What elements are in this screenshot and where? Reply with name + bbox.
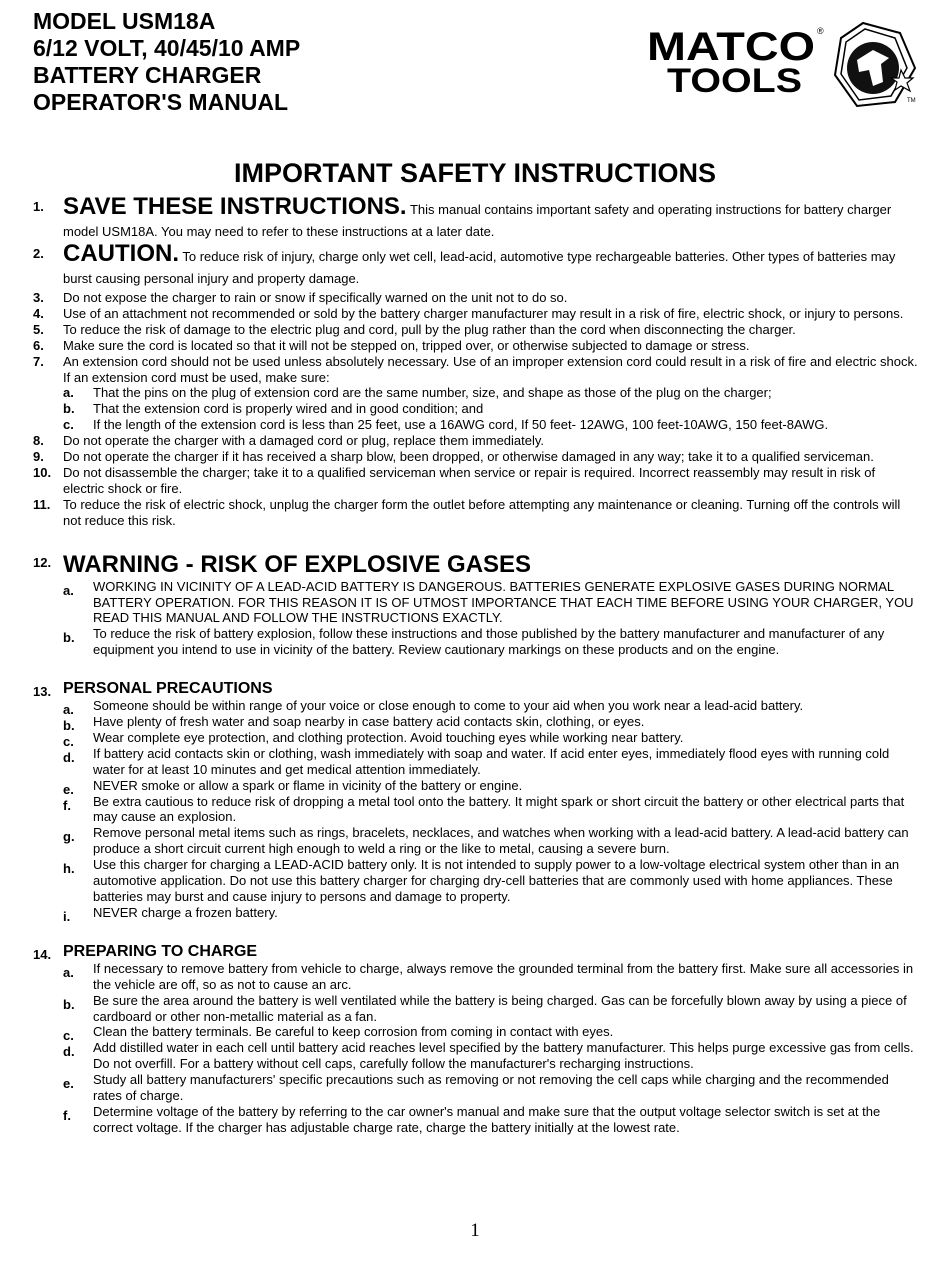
sub-item xyxy=(63,1104,918,1136)
section-number: 14. xyxy=(33,946,52,962)
sub-item-text: That the extension cord is properly wired and in good condition; and xyxy=(93,401,484,417)
item-text: To reduce the risk of damage to the electric plug and cord, pull by the plug rather than the cord when disconnecting the charger. xyxy=(63,321,796,337)
sub-item xyxy=(63,1040,918,1072)
section-heading: PERSONAL PRECAUTIONS xyxy=(63,680,273,698)
sub-item xyxy=(63,1024,918,1044)
item-heading: SAVE THESE INSTRUCTIONS. xyxy=(63,193,407,220)
item-text: Do not expose the charger to rain or snow if specifically warned on the unit not to do so. xyxy=(63,290,568,305)
item-number: 10. xyxy=(33,464,52,480)
item-number: 3. xyxy=(33,290,44,305)
sub-item-letter: d. xyxy=(63,749,75,765)
sub-item-text: If the length of the extension cord is less than 25 feet, use a 16AWG cord, If 50 feet- 12AWG, 100 feet-10AWG, 150 feet-8AWG. xyxy=(93,417,829,433)
sub-item xyxy=(63,698,918,718)
page-title: IMPORTANT SAFETY INSTRUCTIONS xyxy=(233,158,716,188)
item-text: Do not operate the charger if it has received a sharp blow, been dropped, or otherwise damaged in any way; take it to a qualified serviceman. xyxy=(63,449,874,465)
sub-item-text: That the pins on the plug of extension cord are the same number, size, and shape as those of the plug on the charger; xyxy=(93,385,772,401)
sub-item xyxy=(63,993,918,1025)
item-content xyxy=(63,306,918,322)
item-text: To reduce the risk of electric shock, unplug the charger form the outlet before attempting any maintenance or cleaning. Turning off the controls will not reduce this risk. xyxy=(63,496,901,528)
sub-item xyxy=(63,746,918,778)
sub-item-letter: b. xyxy=(63,718,75,734)
sub-item xyxy=(63,385,918,401)
sub-item-letter: g. xyxy=(63,829,75,845)
product-line: BATTERY CHARGER xyxy=(33,62,262,88)
section xyxy=(33,943,918,1136)
instruction-item xyxy=(33,193,918,243)
matco-tools-logo xyxy=(645,20,920,110)
sub-item-letter: a. xyxy=(63,964,74,980)
section-number: 13. xyxy=(33,684,52,700)
sub-item-text: If battery acid contacts skin or clothing, wash immediately with soap and water. If acid enter eyes, immediately flood eyes with running cold water for at least 10 minutes and get medical attention immediately. xyxy=(93,745,890,777)
item-number: 4. xyxy=(33,305,44,321)
rating-line: 6/12 VOLT, 40/45/10 AMP xyxy=(33,35,301,61)
sub-item-text: Someone should be within range of your voice or close enough to come to your aid when you work near a lead-acid battery. xyxy=(93,698,804,714)
item-heading: CAUTION. xyxy=(63,240,179,267)
sub-item-text: Determine voltage of the battery by referring to the car owner's manual and make sure that the output voltage selector switch is set at the correct voltage. If the charger has adjustable charge rate, charge the battery initially at the lowest rate. xyxy=(93,1103,881,1135)
sub-item xyxy=(63,579,918,627)
item-content xyxy=(63,449,918,465)
sub-item-text: Be extra cautious to reduce risk of dropping a metal tool onto the battery. It might spark or short circuit the battery or other electrical parts that may cause an explosion. xyxy=(93,793,905,825)
sub-item-letter: b. xyxy=(63,630,75,646)
sub-item-text: WORKING IN VICINITY OF A LEAD-ACID BATTERY IS DANGEROUS. BATTERIES GENERATE EXPLOSIVE GASES DURING NORMAL BATTERY OPERATION. FOR THIS REASON IT IS OF UTMOST IMPORTANCE THAT EACH TIME BEFORE USING YOUR CHARGER, YOU READ THIS MANUAL AND FOLLOW THE INSTRUCTIONS EXACTLY. xyxy=(93,578,914,626)
logo-tools: TOOLS xyxy=(667,62,802,100)
sub-item-letter: a. xyxy=(63,702,74,718)
item-text: Do not operate the charger with a damaged cord or plug, replace them immediately. xyxy=(63,433,545,449)
sub-item-text: Add distilled water in each cell until battery acid reaches level specified by the battery manufacturer. This helps purge excessive gas from cells. Do not overfill. For a battery without cell caps, carefully follow the manufacturer's recharging instructions. xyxy=(93,1040,914,1072)
sub-item-letter: a. xyxy=(63,385,74,401)
item-content xyxy=(63,290,918,306)
sub-item-text: Have plenty of fresh water and soap nearby in case battery acid contacts skin, clothing, or eyes. xyxy=(93,714,645,730)
item-content xyxy=(63,338,918,354)
instruction-item xyxy=(33,306,918,322)
item-number: 11. xyxy=(33,496,51,512)
item-content xyxy=(63,497,918,529)
sub-item-text: Be sure the area around the battery is well ventilated while the battery is being charged. Gas can be forcefully blown away by using a piece of cardboard or other non-metallic material as a fan. xyxy=(93,992,907,1024)
item-number: 2. xyxy=(33,246,44,261)
manual-line: OPERATOR'S MANUAL xyxy=(33,89,289,115)
item-text: Do not disassemble the charger; take it to a qualified serviceman when service or repair is required. Incorrect reassembly may result in risk of electric shock or fire. xyxy=(63,464,876,496)
sub-item-text: NEVER charge a frozen battery. xyxy=(93,904,278,920)
sub-item xyxy=(63,794,918,826)
sub-item xyxy=(63,825,918,857)
sub-item xyxy=(63,904,918,924)
section xyxy=(33,680,918,924)
instruction-item xyxy=(33,433,918,449)
item-text: To reduce risk of injury, charge only wet cell, lead-acid, automotive type rechargeable batteries. Other types of batteries may burst causing personal injury and property damage. xyxy=(63,249,896,286)
instruction-item xyxy=(33,465,918,497)
instruction-item xyxy=(33,449,918,465)
sub-item xyxy=(63,729,918,749)
instruction-item xyxy=(33,290,918,306)
sub-item xyxy=(63,857,918,905)
item-text: This manual contains important safety and operating instructions for battery charger model USM18A. You may need to refer to these instructions at a later date. xyxy=(63,202,892,239)
instruction-item xyxy=(33,322,918,338)
item-text: Make sure the cord is located so that it will not be stepped on, tripped over, or otherwise subjected to damage or stress. xyxy=(63,337,750,353)
item-content xyxy=(63,354,918,386)
sub-item-letter: i. xyxy=(63,908,71,924)
instruction-item xyxy=(33,338,918,354)
sub-item xyxy=(63,417,918,433)
sub-item-letter: c. xyxy=(63,733,74,749)
sub-item xyxy=(63,1072,918,1104)
sub-item-letter: a. xyxy=(63,582,74,598)
sub-item-text: Clean the battery terminals. Be careful to keep corrosion from coming in contact with eyes. xyxy=(93,1024,614,1040)
section-heading: PREPARING TO CHARGE xyxy=(63,942,258,960)
item-number: 9. xyxy=(33,449,44,465)
sub-item-letter: f. xyxy=(63,1107,71,1123)
hexagon-emblem-icon xyxy=(835,23,915,106)
sub-item xyxy=(63,777,918,797)
sub-item-letter: e. xyxy=(63,781,74,797)
sub-item-letter: h. xyxy=(63,861,75,877)
sub-item-text: Remove personal metal items such as rings, bracelets, necklaces, and watches when working with a lead-acid battery. A lead-acid battery can produce a short circuit current high enough to weld a ring or the like to metal, causing a severe burn. xyxy=(93,825,909,857)
instruction-item xyxy=(33,240,918,290)
item-content xyxy=(63,322,918,338)
sub-item xyxy=(63,714,918,734)
item-number: 1. xyxy=(33,199,44,214)
model-line: MODEL USM18A xyxy=(33,8,216,34)
logo-matco: MATCO xyxy=(647,25,815,69)
sub-item-text: If necessary to remove battery from vehicle to charge, always remove the grounded terminal from the battery first. Make sure all accessories in the vehicle are off, so as not to cause an arc. xyxy=(93,960,914,992)
item-text: Use of an attachment not recommended or sold by the battery charger manufacturer may result in a risk of fire, electric shock, or injury to persons. xyxy=(63,305,904,321)
sub-item-text: Use this charger for charging a LEAD-ACID battery only. It is not intended to supply power to a low-voltage electrical system other than in an automotive application. Do not use this battery charger for charging dry-cell batteries that are commonly used with home appliances. These batteries may burst and cause injury to persons and damage to property. xyxy=(93,857,900,904)
item-number: 8. xyxy=(33,433,44,449)
item-number: 5. xyxy=(33,321,44,337)
item-content xyxy=(63,240,918,290)
sub-item-letter: c. xyxy=(63,417,74,433)
instruction-item xyxy=(33,354,918,434)
sub-item-letter: c. xyxy=(63,1028,74,1044)
item-content xyxy=(63,433,918,449)
logo-registered: ® xyxy=(817,26,824,36)
sub-item xyxy=(63,626,918,658)
item-number: 7. xyxy=(33,353,44,369)
sub-item-text: Wear complete eye protection, and clothing protection. Avoid touching eyes while working near battery. xyxy=(93,729,684,745)
sub-item-letter: e. xyxy=(63,1076,74,1092)
sub-item-text: To reduce the risk of battery explosion, follow these instructions and those published by the battery manufacturer and manufacturer of any equipment you intend to use in vicinity of the battery. Review cautionary markings on these products and on the engine. xyxy=(93,626,885,658)
sub-item-text: Study all battery manufacturers' specific precautions such as removing or not removing the cell caps while charging and the recommended rates of charge. xyxy=(93,1072,889,1104)
sub-item-letter: b. xyxy=(63,401,75,417)
sub-item-letter: b. xyxy=(63,996,75,1012)
section-heading: WARNING - RISK OF EXPLOSIVE GASES xyxy=(63,550,532,578)
instruction-item xyxy=(33,497,918,529)
document-header xyxy=(33,8,300,116)
sub-item xyxy=(63,401,918,417)
sub-item-text: NEVER smoke or allow a spark or flame in vicinity of the battery or engine. xyxy=(93,777,523,793)
logo-tm: TM xyxy=(907,98,916,104)
section-number: 12. xyxy=(33,554,52,570)
item-text: An extension cord should not be used unless absolutely necessary. Use of an improper extension cord could result in a risk of fire and electric shock. If an extension cord must be used, make sure: xyxy=(63,353,918,385)
instructions-body xyxy=(33,193,918,1136)
item-number: 6. xyxy=(33,337,44,353)
sub-item-letter: f. xyxy=(63,797,71,813)
page-number: 1 xyxy=(470,1220,480,1241)
item-content xyxy=(63,465,918,497)
sub-item-letter: d. xyxy=(63,1044,75,1060)
item-content xyxy=(63,193,918,243)
sub-item xyxy=(63,961,918,993)
section xyxy=(33,551,918,659)
